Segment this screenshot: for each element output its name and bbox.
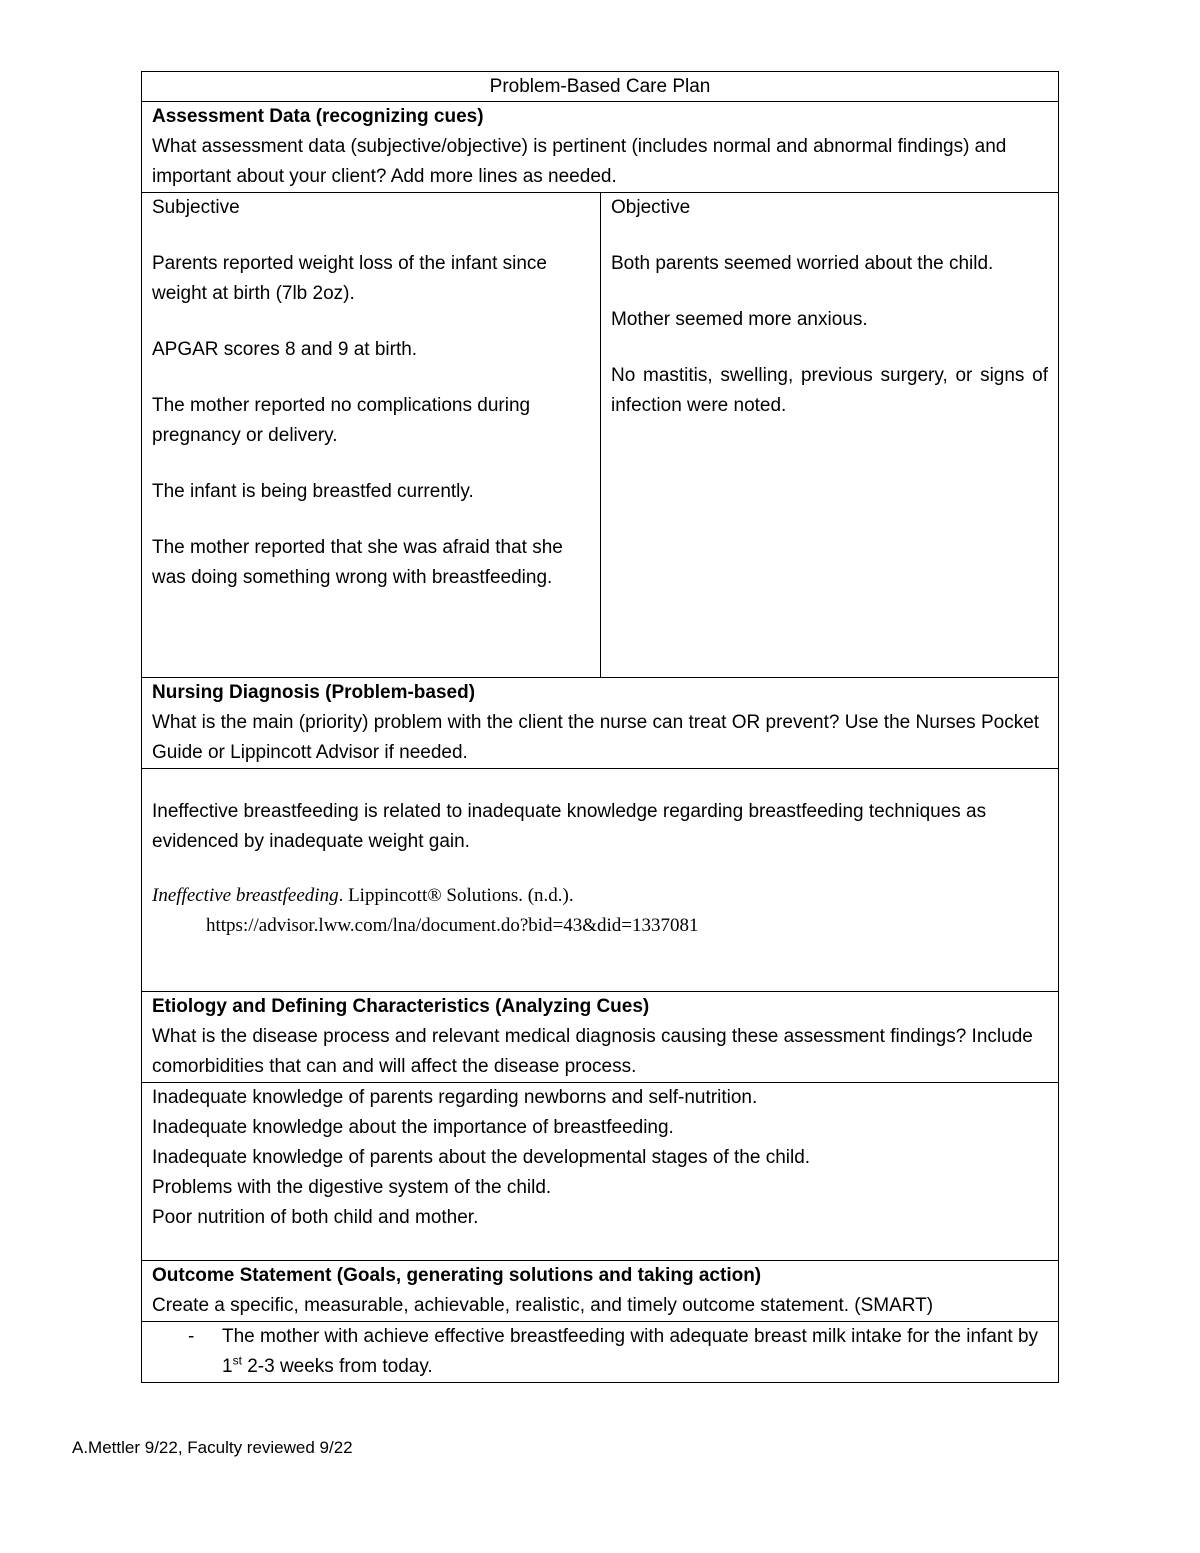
etiology-prompt: What is the disease process and relevant medical diagnosis causing these assessment findings? Include comorbidities that can and will affect the disease process.: [152, 1026, 1033, 1077]
etiology-line: Problems with the digestive system of the child.: [152, 1177, 552, 1198]
bullet-dash: -: [188, 1326, 195, 1347]
subjective-item: The infant is being breastfed currently.: [152, 481, 474, 502]
diagnosis-heading: Nursing Diagnosis (Problem-based): [152, 682, 476, 703]
outcome-prompt: Create a specific, measurable, achievable, realistic, and timely outcome statement. (SMART): [152, 1295, 934, 1316]
outcome-header-cell: [142, 1261, 1058, 1322]
etiology-line: Poor nutrition of both child and mother.: [152, 1207, 479, 1228]
etiology-header-cell: [142, 992, 1058, 1083]
assessment-header-cell: [142, 102, 1058, 193]
objective-item: No mastitis, swelling, previous surgery, or signs of infection were noted.: [611, 365, 1048, 416]
footer-note: A.Mettler 9/22, Faculty reviewed 9/22: [72, 1438, 353, 1457]
etiology-content-cell: [142, 1083, 1058, 1261]
subjective-column: [142, 193, 601, 677]
objective-item: Mother seemed more anxious.: [611, 309, 868, 330]
diagnosis-content-cell: [142, 769, 1058, 992]
outcome-text-end: 2-3 weeks from today.: [241, 1356, 433, 1377]
subjective-item: APGAR scores 8 and 9 at birth.: [152, 339, 418, 360]
citation-source: . Lippincott® Solutions. (n.d.).: [338, 885, 574, 906]
objective-column: [601, 193, 1058, 677]
care-plan-table: [141, 71, 1059, 1383]
subjective-item: The mother reported no complications during pregnancy or delivery.: [152, 395, 531, 446]
outcome-text: The mother with achieve effective breastfeeding with adequate breast milk intake for the infant by 1: [222, 1326, 1039, 1377]
assessment-data-row: [142, 193, 1058, 678]
objective-item: Both parents seemed worried about the child.: [611, 253, 994, 274]
outcome-heading: Outcome Statement (Goals, generating solutions and taking action): [152, 1265, 762, 1286]
etiology-heading: Etiology and Defining Characteristics (Analyzing Cues): [152, 996, 650, 1017]
subjective-item: Parents reported weight loss of the infant since weight at birth (7lb 2oz).: [152, 253, 548, 304]
outcome-list: [152, 1322, 1048, 1382]
subjective-label: Subjective: [152, 197, 240, 218]
etiology-line: Inadequate knowledge of parents regarding newborns and self-nutrition.: [152, 1087, 758, 1108]
citation-title: Ineffective breastfeeding: [152, 885, 339, 906]
diagnosis-statement: Ineffective breastfeeding is related to inadequate knowledge regarding breastfeeding techniques as evidenced by inadequate weight gain.: [152, 801, 987, 852]
diagnosis-header-cell: [142, 678, 1058, 769]
etiology-line: Inadequate knowledge about the importance of breastfeeding.: [152, 1117, 674, 1138]
document-title: Problem-Based Care Plan: [142, 72, 1058, 102]
ordinal-suffix: st: [232, 1353, 242, 1368]
outcome-item: [152, 1322, 1048, 1382]
etiology-line: Inadequate knowledge of parents about the developmental stages of the child.: [152, 1147, 811, 1168]
subjective-item: The mother reported that she was afraid that she was doing something wrong with breastfeeding.: [152, 537, 563, 588]
citation: [152, 881, 1048, 911]
citation-url: https://advisor.lww.com/lna/document.do?bid=43&did=1337081: [206, 915, 699, 936]
assessment-prompt: What assessment data (subjective/objective) is pertinent (includes normal and abnormal findings) and important about your client? Add more lines as needed.: [152, 136, 1007, 187]
diagnosis-prompt: What is the main (priority) problem with the client the nurse can treat OR prevent? Use the Nurses Pocket Guide or Lippincott Advisor if needed.: [152, 712, 1040, 763]
objective-label: Objective: [611, 197, 691, 218]
outcome-content-cell: [142, 1322, 1058, 1382]
assessment-heading: Assessment Data (recognizing cues): [152, 106, 484, 127]
